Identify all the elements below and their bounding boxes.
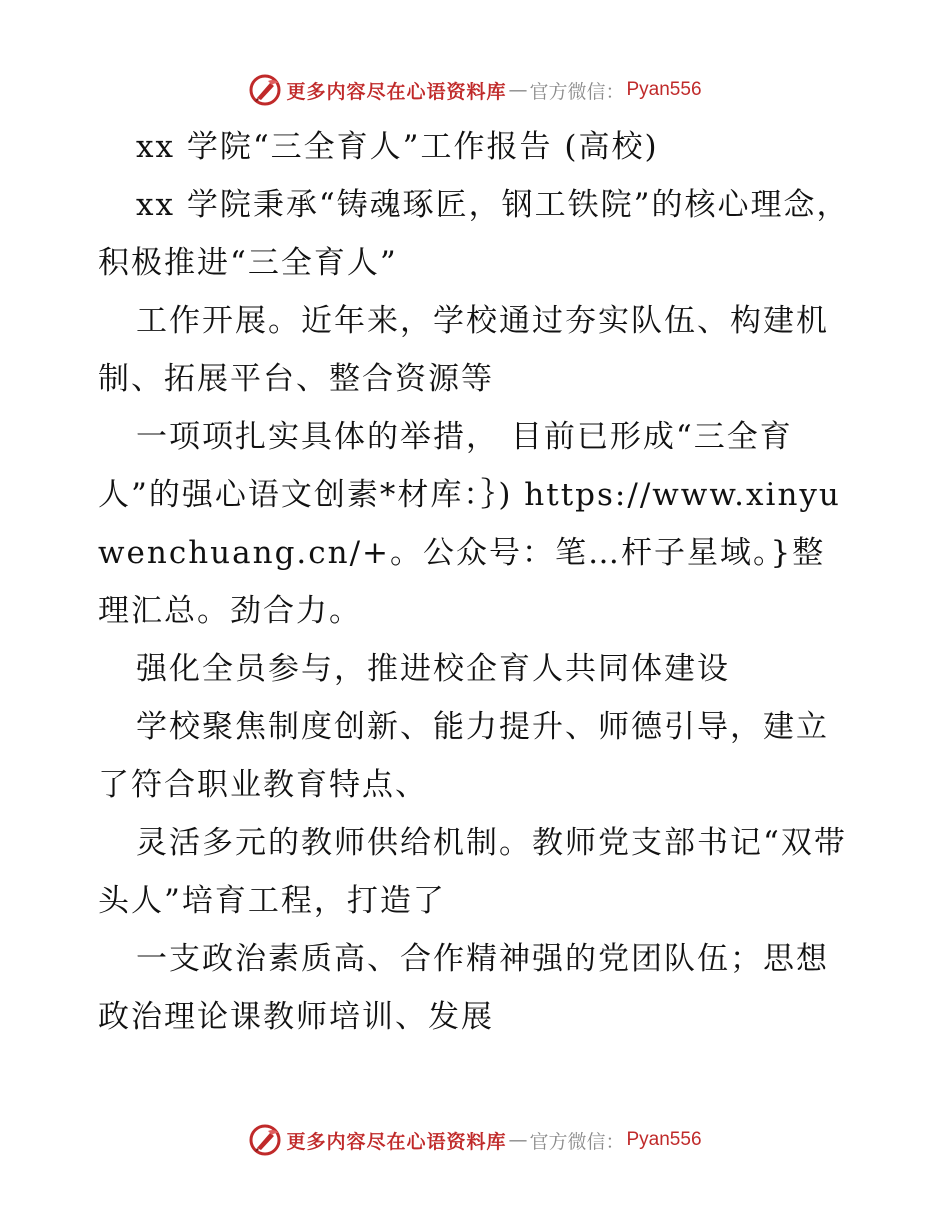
paragraph-6: 一支政治素质高、合作精神强的党团队伍；思想政治理论课教师培训、发展 — [98, 941, 829, 1035]
header-banner — [0, 70, 950, 110]
paragraph-4: 学校聚焦制度创新、能力提升、师德引导，建立了符合职业教育特点、 — [98, 709, 829, 803]
banner-title: 更多内容尽在心语资料库 — [286, 1130, 507, 1153]
banner-wechat-id: Pyan556 — [626, 79, 702, 100]
banner-wechat-label: 官方微信： — [529, 1130, 625, 1153]
paragraph-1: xx 学院秉承“铸魂琢匠，钢工铁院”的核心理念，积极推进“三全育人” — [98, 187, 850, 281]
section-heading: 强化全员参与，推进校企育人共同体建设 — [136, 651, 730, 687]
paragraph-5: 灵活多元的教师供给机制。教师党支部书记“双带头人”培育工程，打造了 — [98, 825, 847, 919]
banner-dash: — — [508, 79, 528, 101]
quill-pen-logo-icon — [248, 1123, 282, 1157]
banner-wechat-label: 官方微信： — [529, 80, 625, 103]
paragraph-2: 工作开展。近年来，学校通过夯实队伍、构建机制、拓展平台、整合资源等 — [98, 303, 829, 397]
banner-wechat-id: Pyan556 — [626, 1129, 702, 1150]
footer-banner — [0, 1120, 950, 1160]
document-body — [98, 118, 858, 1046]
document-title: xx 学院“三全育人”工作报告 (高校) — [136, 129, 659, 165]
banner-dash: — — [508, 1129, 528, 1151]
quill-pen-logo-icon — [248, 73, 282, 107]
banner-title: 更多内容尽在心语资料库 — [286, 80, 507, 103]
paragraph-3: 一项项扎实具体的举措， 目前已形成“三全育人”的强心语文创素*材库：｝) https://www.xinyuwenchuang.cn/+。公众号：笔…杆子星域。}整理汇总。劲合力。 — [98, 419, 841, 629]
